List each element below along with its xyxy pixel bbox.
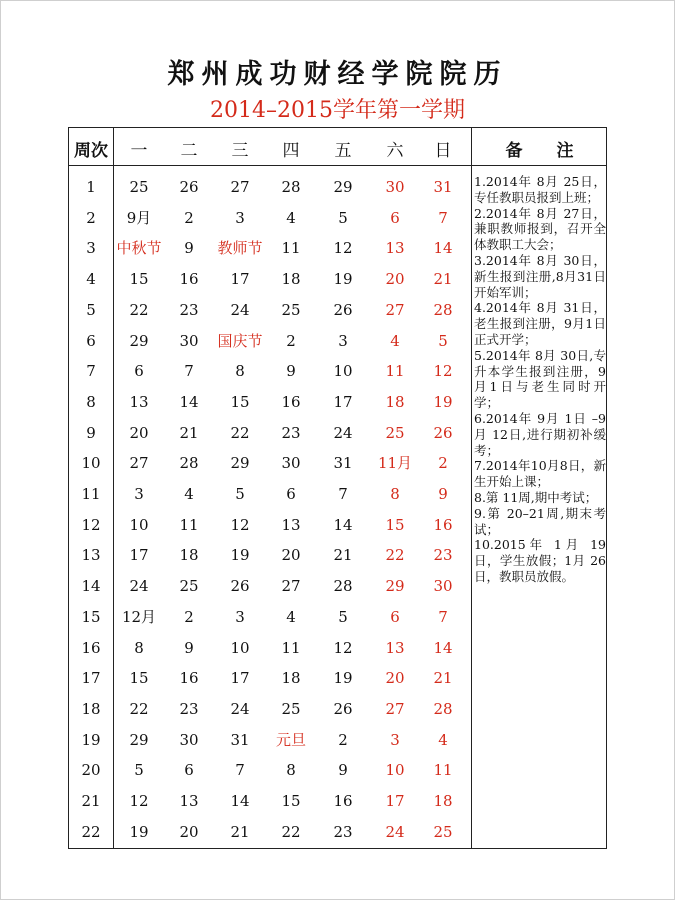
date-cell: 15: [129, 669, 149, 688]
date-cell: 5: [235, 485, 245, 503]
date-cell: 30: [281, 454, 301, 473]
date-cell: 17: [385, 792, 405, 810]
date-cell: 12: [333, 239, 353, 258]
date-cell: 22: [129, 300, 149, 319]
week-row: [69, 636, 471, 667]
holiday-cell: 中秋节: [116, 239, 162, 258]
date-cell: 7: [235, 761, 245, 780]
date-cell: 23: [179, 300, 199, 319]
date-cell: 12月: [121, 607, 157, 626]
date-cell: 13: [129, 392, 149, 411]
date-cell: 31: [230, 730, 250, 749]
calendar-table: [68, 127, 607, 849]
date-cell: 24: [385, 822, 405, 841]
date-cell: 4: [390, 331, 400, 350]
date-cell: 25: [433, 822, 453, 841]
date-cell: 4: [184, 485, 194, 503]
date-cell: 8: [134, 638, 144, 657]
date-cell: 19: [129, 822, 149, 841]
date-cell: 17: [230, 270, 250, 289]
date-cell: 11: [179, 515, 199, 534]
note-item: 10.2015年 1月 19日，学生放假；1月 26日，教职员放假。: [474, 537, 606, 584]
week-number: 2: [86, 208, 96, 227]
date-cell: 28: [433, 699, 453, 718]
week-number: 19: [81, 730, 101, 749]
date-cell: 18: [281, 270, 301, 289]
date-cell: 19: [433, 392, 453, 411]
page-subtitle: 2014–2015学年第一学期: [210, 98, 465, 123]
date-cell: 20: [385, 270, 405, 289]
date-cell: 27: [385, 699, 405, 718]
date-cell: 22: [281, 822, 301, 841]
week-number: 1: [86, 178, 96, 196]
week-number: 20: [81, 761, 101, 780]
date-cell: 17: [129, 546, 149, 565]
week-row: [69, 543, 471, 574]
date-cell: 2: [286, 331, 296, 350]
notes-column: [474, 174, 606, 585]
date-cell: 20: [179, 822, 199, 841]
week-row: [69, 789, 471, 820]
date-cell: 26: [333, 699, 353, 718]
date-cell: 25: [281, 300, 301, 319]
week-row: [69, 359, 471, 390]
date-cell: 13: [385, 239, 405, 258]
date-cell: 16: [179, 270, 199, 289]
date-cell: 25: [129, 178, 149, 196]
header-day-tue: 二: [180, 141, 198, 161]
week-number: 10: [81, 454, 101, 473]
week-number: 18: [81, 699, 101, 718]
date-cell: 22: [385, 546, 405, 565]
date-cell: 5: [134, 761, 144, 780]
date-cell: 30: [179, 730, 199, 749]
note-item: 5.2014年 8月 30日,专升本学生报到注册，9月1日与老生同时开学；: [474, 347, 606, 411]
date-cell: 4: [438, 730, 448, 749]
week-row: [69, 451, 471, 482]
date-cell: 23: [179, 699, 199, 718]
header-day-wed: 三: [231, 141, 249, 161]
date-cell: 2: [184, 208, 194, 227]
week-row: [69, 236, 471, 267]
date-cell: 7: [438, 607, 448, 626]
week-number: 21: [81, 792, 101, 810]
date-cell: 14: [433, 638, 453, 657]
date-cell: 6: [184, 761, 194, 780]
date-cell: 5: [438, 331, 448, 350]
date-cell: 26: [333, 300, 353, 319]
week-row: [69, 390, 471, 421]
week-row: [69, 329, 471, 360]
date-cell: 30: [385, 178, 405, 196]
date-cell: 18: [281, 669, 301, 688]
week-row: [69, 605, 471, 636]
note-item: 6.2014年 9月 1日 –9月 12日,进行期初补缓考；: [474, 410, 606, 458]
week-number: 9: [86, 423, 96, 442]
date-cell: 11: [281, 239, 301, 258]
date-cell: 5: [338, 607, 348, 626]
week-number: 12: [81, 515, 101, 534]
week-number: 11: [81, 485, 101, 503]
week-row: [69, 175, 471, 206]
note-item: 7.2014年10月8日，新生开始上课；: [474, 458, 606, 490]
date-cell: 25: [179, 577, 199, 596]
date-cell: 16: [333, 792, 353, 810]
date-cell: 11: [385, 362, 405, 381]
week-row: [69, 267, 471, 298]
date-cell: 29: [230, 454, 250, 473]
date-cell: 30: [433, 577, 453, 596]
date-cell: 14: [333, 515, 353, 534]
date-cell: 20: [385, 669, 405, 688]
date-cell: 16: [179, 669, 199, 688]
date-cell: 28: [179, 454, 199, 473]
date-cell: 12: [129, 792, 149, 810]
page-title: 郑州成功财经学院院历: [167, 59, 508, 90]
date-cell: 16: [281, 392, 301, 411]
date-cell: 16: [433, 515, 453, 534]
date-cell: 11: [433, 761, 453, 780]
header-divider: [69, 165, 606, 166]
date-cell: 28: [433, 300, 453, 319]
date-cell: 12: [433, 362, 453, 381]
date-cell: 27: [129, 454, 149, 473]
date-cell: 9: [438, 485, 448, 503]
week-row: [69, 758, 471, 789]
date-cell: 21: [179, 423, 199, 442]
date-cell: 10: [333, 362, 353, 381]
week-number: 4: [86, 270, 96, 289]
date-cell: 12: [230, 515, 250, 534]
date-cell: 9: [184, 239, 194, 258]
date-cell: 27: [281, 577, 301, 596]
week-number: 15: [81, 607, 101, 626]
date-cell: 30: [179, 331, 199, 350]
date-cell: 25: [385, 423, 405, 442]
date-cell: 26: [230, 577, 250, 596]
week-row: [69, 421, 471, 452]
date-cell: 29: [385, 577, 405, 596]
date-cell: 24: [230, 699, 250, 718]
date-cell: 6: [286, 485, 296, 503]
header-week: 周次: [74, 141, 108, 161]
week-number: 8: [86, 392, 96, 411]
date-cell: 2: [438, 454, 448, 473]
date-cell: 28: [281, 178, 301, 196]
week-number: 5: [86, 300, 96, 319]
date-cell: 19: [333, 270, 353, 289]
date-cell: 31: [333, 454, 353, 473]
week-number: 22: [81, 822, 101, 841]
date-cell: 15: [385, 515, 405, 534]
date-cell: 29: [129, 331, 149, 350]
date-cell: 15: [230, 392, 250, 411]
date-cell: 17: [333, 392, 353, 411]
note-item: 3.2014年 8月 30日，新生报到注册,8月31日开始军训；: [474, 252, 606, 300]
date-cell: 7: [438, 208, 448, 227]
date-cell: 27: [230, 178, 250, 196]
week-row: [69, 574, 471, 605]
week-number: 7: [86, 362, 96, 381]
date-cell: 20: [281, 546, 301, 565]
week-row: [69, 482, 471, 513]
date-cell: 9: [338, 761, 348, 780]
date-cell: 14: [433, 239, 453, 258]
date-cell: 8: [286, 761, 296, 780]
date-cell: 15: [281, 792, 301, 810]
date-cell: 12: [333, 638, 353, 657]
date-cell: 11: [281, 638, 301, 657]
note-item: 1.2014年 8月 25日，专任教职员报到上班；: [474, 174, 606, 205]
date-cell: 29: [333, 178, 353, 196]
date-cell: 22: [129, 699, 149, 718]
date-cell: 3: [235, 607, 245, 626]
header-day-fri: 五: [334, 141, 352, 161]
holiday-cell: 国庆节: [217, 331, 263, 350]
note-item: 8.第 11周,期中考试；: [474, 489, 598, 505]
header-day-mon: 一: [130, 141, 148, 161]
date-cell: 24: [129, 577, 149, 596]
week-row: [69, 206, 471, 237]
date-cell: 14: [179, 392, 199, 411]
date-cell: 26: [179, 178, 199, 196]
date-cell: 19: [333, 669, 353, 688]
date-cell: 15: [129, 270, 149, 289]
week-number: 3: [86, 239, 96, 258]
date-cell: 20: [129, 423, 149, 442]
week-number: 13: [81, 546, 101, 565]
date-cell: 18: [179, 546, 199, 565]
week-row: [69, 666, 471, 697]
date-cell: 10: [129, 515, 149, 534]
date-cell: 26: [433, 423, 453, 442]
week-number: 16: [81, 638, 101, 657]
date-cell: 21: [333, 546, 353, 565]
date-cell: 14: [230, 792, 250, 810]
note-item: 2.2014年 8月 27日，兼职教师报到，召开全体教职工大会；: [474, 205, 606, 253]
date-cell: 13: [385, 638, 405, 657]
date-cell: 25: [281, 699, 301, 718]
week-row: [69, 513, 471, 544]
date-cell: 2: [184, 607, 194, 626]
date-cell: 27: [385, 300, 405, 319]
date-cell: 10: [230, 638, 250, 657]
date-cell: 23: [281, 423, 301, 442]
date-cell: 29: [129, 730, 149, 749]
week-row: [69, 728, 471, 759]
date-cell: 11月: [377, 454, 413, 473]
date-cell: 21: [433, 270, 453, 289]
date-cell: 23: [333, 822, 353, 841]
date-cell: 13: [281, 515, 301, 534]
date-cell: 28: [333, 577, 353, 596]
date-cell: 13: [179, 792, 199, 810]
notes-column-divider: [471, 128, 472, 848]
header-day-thu: 四: [282, 141, 300, 161]
week-number: 6: [86, 331, 96, 350]
date-cell: 5: [338, 208, 348, 227]
week-number: 14: [81, 577, 101, 596]
date-cell: 3: [134, 485, 144, 503]
date-cell: 2: [338, 730, 348, 749]
date-cell: 24: [230, 300, 250, 319]
date-cell: 7: [338, 485, 348, 503]
date-cell: 17: [230, 669, 250, 688]
date-cell: 3: [390, 730, 400, 749]
date-cell: 23: [433, 546, 453, 565]
week-row: [69, 298, 471, 329]
date-cell: 24: [333, 423, 353, 442]
date-cell: 4: [286, 607, 296, 626]
date-cell: 6: [390, 607, 400, 626]
date-cell: 6: [134, 362, 144, 381]
date-cell: 9: [184, 638, 194, 657]
date-cell: 21: [433, 669, 453, 688]
date-cell: 9月: [126, 208, 152, 227]
header-notes: 备 注: [505, 141, 574, 161]
week-row: [69, 820, 471, 851]
date-cell: 3: [338, 331, 348, 350]
note-item: 9.第 20–21周,期末考试；: [474, 505, 606, 537]
week-number: 17: [81, 669, 101, 688]
date-cell: 8: [235, 362, 245, 381]
date-cell: 8: [390, 485, 400, 503]
date-cell: 21: [230, 822, 250, 841]
date-cell: 22: [230, 423, 250, 442]
header-day-sat: 六: [386, 141, 404, 161]
date-cell: 18: [385, 392, 405, 411]
date-cell: 6: [390, 208, 400, 227]
date-cell: 9: [286, 362, 296, 381]
date-cell: 10: [385, 761, 405, 780]
note-item: 4.2014年 8月 31日，老生报到注册，9月1日正式开学；: [474, 300, 606, 347]
date-cell: 19: [230, 546, 250, 565]
header-day-sun: 日: [434, 141, 452, 161]
date-cell: 7: [184, 362, 194, 381]
holiday-cell: 教师节: [217, 239, 263, 258]
date-cell: 18: [433, 792, 453, 810]
week-row: [69, 697, 471, 728]
holiday-cell: 元旦: [275, 730, 306, 749]
date-cell: 31: [433, 178, 453, 196]
date-cell: 4: [286, 208, 296, 227]
date-cell: 3: [235, 208, 245, 227]
